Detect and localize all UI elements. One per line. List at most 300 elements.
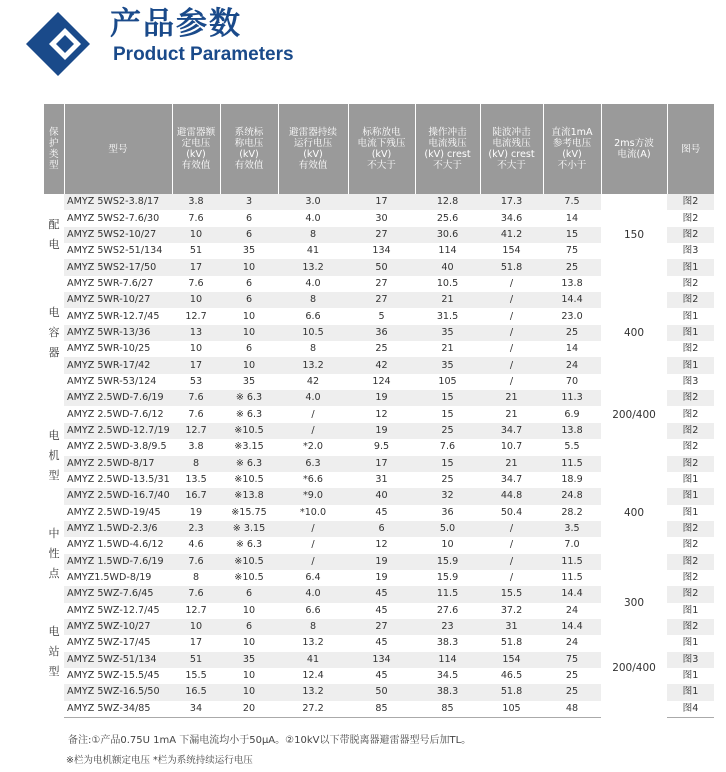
model-cell: AMYZ 2.5WD-8/17 [64,456,172,472]
value-cell: 45 [348,668,415,684]
value-cell: 3 [220,194,278,210]
value-cell: 6.9 [543,406,601,422]
value-cell: 15 [415,390,480,406]
column-header: 避雷器持续 运行电压 (kV) 有效值 [278,104,348,194]
model-cell: AMYZ 2.5WD-19/45 [64,505,172,521]
value-cell: 19 [348,423,415,439]
figure-cell: 图2 [667,292,714,308]
value-cell: 105 [415,374,480,390]
value-cell: 40 [348,488,415,504]
value-cell: 14 [543,210,601,226]
value-cell: 13 [172,325,220,341]
value-cell: ※ 6.3 [220,456,278,472]
value-cell: 13.8 [543,423,601,439]
figure-cell: 图1 [667,603,714,619]
value-cell: 154 [480,652,543,668]
value-cell: 14.4 [543,292,601,308]
value-cell: 27.2 [278,701,348,718]
value-cell: 51.8 [480,635,543,651]
value-cell: 10 [220,325,278,341]
model-cell: AMYZ 5WR-10/27 [64,292,172,308]
model-cell: AMYZ 5WZ-10/27 [64,619,172,635]
table-row [44,619,714,635]
model-cell: AMYZ 1.5WD-7.6/19 [64,554,172,570]
value-cell: 10.5 [415,276,480,292]
value-cell: 7.6 [172,406,220,422]
value-cell: 21 [480,390,543,406]
value-cell: 4.0 [278,210,348,226]
value-cell: ※ 3.15 [220,521,278,537]
value-cell: 24 [543,603,601,619]
value-cell: 15.5 [480,586,543,602]
value-cell: 13.2 [278,684,348,700]
value-cell: 19 [348,570,415,586]
value-cell: 6.6 [278,308,348,324]
value-cell: 70 [543,374,601,390]
value-cell: / [480,537,543,553]
value-cell: 17 [172,357,220,373]
figure-cell: 图1 [667,472,714,488]
value-cell: 6 [220,276,278,292]
model-cell: AMYZ1.5WD-8/19 [64,570,172,586]
value-cell: 11.3 [543,390,601,406]
model-cell: AMYZ 1.5WD-2.3/6 [64,521,172,537]
table-row [44,586,714,602]
model-cell: AMYZ 5WR-7.6/27 [64,276,172,292]
model-cell: AMYZ 5WR-17/42 [64,357,172,373]
table-row [44,390,714,406]
value-cell: / [480,292,543,308]
model-cell: AMYZ 5WZ-16.5/50 [64,684,172,700]
page-subtitle: Product Parameters [113,44,294,65]
value-cell: 14.4 [543,619,601,635]
value-cell: 24.8 [543,488,601,504]
figure-cell: 图2 [667,619,714,635]
protection-type-cell: 电 站 型 [44,586,64,717]
value-cell: 34.6 [480,210,543,226]
figure-cell: 图1 [667,505,714,521]
value-cell: 42 [348,357,415,373]
value-cell: 85 [348,701,415,718]
value-cell: 6.3 [278,456,348,472]
value-cell: 13.8 [543,276,601,292]
value-cell: ※3.15 [220,439,278,455]
value-cell: 7.5 [543,194,601,210]
value-cell: ※ 6.3 [220,390,278,406]
value-cell: 35 [220,243,278,259]
value-cell: 25 [543,668,601,684]
value-cell: 10 [220,308,278,324]
value-cell: 50 [348,259,415,275]
value-cell: ※13.8 [220,488,278,504]
figure-cell: 图2 [667,341,714,357]
value-cell: ※15.75 [220,505,278,521]
value-cell: 7.6 [172,276,220,292]
value-cell: 6 [220,341,278,357]
value-cell: 27.6 [415,603,480,619]
value-cell: 37.2 [480,603,543,619]
value-cell: 50.4 [480,505,543,521]
value-cell: 8 [278,341,348,357]
value-cell: 11.5 [543,456,601,472]
value-cell: 45 [348,635,415,651]
value-cell: 40 [415,259,480,275]
value-cell: 13.2 [278,357,348,373]
value-cell: 7.6 [172,554,220,570]
value-cell: 14 [543,341,601,357]
value-cell: 31 [348,472,415,488]
value-cell: *10.0 [278,505,348,521]
protection-type-cell: 配 电 [44,194,64,276]
model-cell: AMYZ 2.5WD-3.8/9.5 [64,439,172,455]
value-cell: / [278,406,348,422]
value-cell: 41 [278,243,348,259]
value-cell: ※10.5 [220,570,278,586]
value-cell: / [480,341,543,357]
model-cell: AMYZ 2.5WD-7.6/19 [64,390,172,406]
model-cell: AMYZ 5WS2-17/50 [64,259,172,275]
figure-cell: 图1 [667,488,714,504]
figure-cell: 图2 [667,439,714,455]
value-cell: 34.7 [480,423,543,439]
figure-cell: 图3 [667,243,714,259]
value-cell: 11.5 [415,586,480,602]
value-cell: 6.6 [278,603,348,619]
value-cell: 3.8 [172,439,220,455]
value-cell: 6 [220,292,278,308]
value-cell: 42 [278,374,348,390]
figure-cell: 图1 [667,325,714,341]
value-cell: 20 [220,701,278,718]
value-cell: 27 [348,292,415,308]
value-cell: 8 [278,227,348,243]
value-cell: 6 [220,227,278,243]
value-cell: 12.8 [415,194,480,210]
figure-cell: 图2 [667,586,714,602]
model-cell: AMYZ 5WZ-51/134 [64,652,172,668]
value-cell: 48 [543,701,601,718]
value-cell: 10 [415,537,480,553]
value-cell: 38.3 [415,635,480,651]
value-cell: 36 [415,505,480,521]
value-cell: 32 [415,488,480,504]
value-cell: 15 [415,456,480,472]
value-cell: 27 [348,619,415,635]
value-cell: 24 [543,357,601,373]
column-header: 操作冲击 电流残压 (kV) crest 不大于 [415,104,480,194]
model-cell: AMYZ 2.5WD-7.6/12 [64,406,172,422]
value-cell: 38.3 [415,684,480,700]
value-cell: 15 [415,406,480,422]
square-wave-current-cell: 200/400 [601,619,667,718]
value-cell: 27 [348,227,415,243]
value-cell: 7.6 [172,210,220,226]
value-cell: 12.7 [172,308,220,324]
model-cell: AMYZ 5WZ-34/85 [64,701,172,718]
value-cell: 10.5 [278,325,348,341]
value-cell: / [278,537,348,553]
value-cell: 21 [415,341,480,357]
column-header: 避雷器额 定电压 (kV) 有效值 [172,104,220,194]
figure-cell: 图2 [667,456,714,472]
table-body [44,194,714,718]
value-cell: / [278,521,348,537]
value-cell: 6 [220,210,278,226]
value-cell: 13.2 [278,635,348,651]
value-cell: ※10.5 [220,423,278,439]
model-cell: AMYZ 5WZ-15.5/45 [64,668,172,684]
value-cell: 30 [348,210,415,226]
value-cell: 14.4 [543,586,601,602]
value-cell: 19 [348,554,415,570]
square-wave-current-cell: 400 [601,439,667,586]
figure-cell: 图1 [667,684,714,700]
value-cell: 17 [172,259,220,275]
model-cell: AMYZ 5WS2-3.8/17 [64,194,172,210]
figure-cell: 图3 [667,374,714,390]
value-cell: 46.5 [480,668,543,684]
value-cell: ※10.5 [220,554,278,570]
brand-logo-icon [26,12,90,76]
column-header: 2ms方波 电流(A) [601,104,667,194]
value-cell: / [480,308,543,324]
value-cell: 6 [220,586,278,602]
value-cell: 36 [348,325,415,341]
value-cell: 7.6 [172,390,220,406]
value-cell: 25.6 [415,210,480,226]
value-cell: 12.4 [278,668,348,684]
value-cell: 28.2 [543,505,601,521]
value-cell: 17 [172,635,220,651]
value-cell: 5.0 [415,521,480,537]
value-cell: 44.8 [480,488,543,504]
column-header: 陡波冲击 电流残压 (kV) crest 不大于 [480,104,543,194]
value-cell: 50 [348,684,415,700]
value-cell: 51 [172,652,220,668]
value-cell: 7.6 [415,439,480,455]
value-cell: 10 [220,668,278,684]
value-cell: *6.6 [278,472,348,488]
column-header: 直流1mA 参考电压 (kV) 不小于 [543,104,601,194]
value-cell: 124 [348,374,415,390]
value-cell: 34.5 [415,668,480,684]
figure-cell: 图1 [667,259,714,275]
figure-cell: 图2 [667,194,714,210]
figure-cell: 图2 [667,406,714,422]
column-header: 型号 [64,104,172,194]
value-cell: / [480,357,543,373]
value-cell: 45 [348,505,415,521]
value-cell: 17 [348,456,415,472]
value-cell: 30.6 [415,227,480,243]
value-cell: 5 [348,308,415,324]
value-cell: 154 [480,243,543,259]
value-cell: 53 [172,374,220,390]
value-cell: *9.0 [278,488,348,504]
value-cell: 25 [543,684,601,700]
figure-cell: 图2 [667,423,714,439]
value-cell: 3.8 [172,194,220,210]
square-wave-current-cell: 400 [601,276,667,390]
value-cell: 6 [348,521,415,537]
value-cell: 35 [220,374,278,390]
value-cell: ※ 6.3 [220,537,278,553]
value-cell: 21 [480,406,543,422]
value-cell: 8 [172,456,220,472]
value-cell: 2.3 [172,521,220,537]
value-cell: 114 [415,652,480,668]
value-cell: 9.5 [348,439,415,455]
product-parameters-table [44,104,714,718]
value-cell: 45 [348,603,415,619]
value-cell: / [480,276,543,292]
value-cell: 10.7 [480,439,543,455]
figure-cell: 图3 [667,652,714,668]
value-cell: 31.5 [415,308,480,324]
value-cell: 45 [348,586,415,602]
value-cell: 18.9 [543,472,601,488]
square-wave-current-cell: 300 [601,586,667,619]
protection-type-cell: 电 容 器 [44,276,64,390]
footnote-1: 备注:①产品0.75U 1mA 下漏电流均小于50μA。②10kV以下带脱离器避雷器型号后加TL。 [68,735,472,746]
value-cell: 16.5 [172,684,220,700]
value-cell: 15.9 [415,570,480,586]
value-cell: 11.5 [543,554,601,570]
figure-cell: 图2 [667,276,714,292]
value-cell: 35 [415,357,480,373]
model-cell: AMYZ 5WR-12.7/45 [64,308,172,324]
value-cell: 12 [348,406,415,422]
value-cell: 17 [348,194,415,210]
value-cell: 15.9 [415,554,480,570]
value-cell: ※10.5 [220,472,278,488]
value-cell: 11.5 [543,570,601,586]
value-cell: 12 [348,537,415,553]
value-cell: 105 [480,701,543,718]
square-wave-current-cell: 200/400 [601,390,667,439]
value-cell: 114 [415,243,480,259]
value-cell: 41.2 [480,227,543,243]
model-cell: AMYZ 5WR-53/124 [64,374,172,390]
value-cell: 6 [220,619,278,635]
page-title: 产品参数 [110,6,242,42]
value-cell: 134 [348,652,415,668]
value-cell: / [480,554,543,570]
value-cell: 12.7 [172,423,220,439]
value-cell: 24 [543,635,601,651]
value-cell: 4.0 [278,390,348,406]
table-row [44,276,714,292]
model-cell: AMYZ 2.5WD-12.7/19 [64,423,172,439]
value-cell: 25 [415,423,480,439]
value-cell: 19 [172,505,220,521]
table-row [44,194,714,210]
value-cell: 6.4 [278,570,348,586]
value-cell: 25 [415,472,480,488]
value-cell: 34 [172,701,220,718]
figure-cell: 图2 [667,570,714,586]
value-cell: 31 [480,619,543,635]
value-cell: 19 [348,390,415,406]
model-cell: AMYZ 5WR-10/25 [64,341,172,357]
value-cell: 10 [172,341,220,357]
model-cell: AMYZ 5WR-13/36 [64,325,172,341]
value-cell: 12.7 [172,603,220,619]
value-cell: 15 [543,227,601,243]
column-header: 保 护 类 型 [44,104,64,194]
value-cell: 85 [415,701,480,718]
value-cell: 15.5 [172,668,220,684]
column-header: 标称放电 电流下残压 (kV) 不大于 [348,104,415,194]
model-cell: AMYZ 2.5WD-13.5/31 [64,472,172,488]
value-cell: / [480,325,543,341]
model-cell: AMYZ 5WS2-51/134 [64,243,172,259]
value-cell: 23.0 [543,308,601,324]
column-header: 图号 [667,104,714,194]
value-cell: ※ 6.3 [220,406,278,422]
figure-cell: 图2 [667,227,714,243]
model-cell: AMYZ 5WZ-12.7/45 [64,603,172,619]
value-cell: 10 [220,259,278,275]
model-cell: AMYZ 5WS2-7.6/30 [64,210,172,226]
value-cell: 16.7 [172,488,220,504]
figure-cell: 图2 [667,554,714,570]
value-cell: 51.8 [480,684,543,700]
figure-cell: 图1 [667,635,714,651]
value-cell: 17.3 [480,194,543,210]
table-row [44,439,714,455]
value-cell: 75 [543,652,601,668]
protection-type-cell: 中 性 点 [44,521,64,586]
value-cell: 10 [220,357,278,373]
model-cell: AMYZ 2.5WD-16.7/40 [64,488,172,504]
model-cell: AMYZ 1.5WD-4.6/12 [64,537,172,553]
value-cell: 4.0 [278,586,348,602]
figure-cell: 图1 [667,668,714,684]
value-cell: 8 [278,292,348,308]
value-cell: 23 [415,619,480,635]
protection-type-cell: 电 机 型 [44,390,64,521]
figure-cell: 图2 [667,210,714,226]
column-header: 系统标 称电压 (kV) 有效值 [220,104,278,194]
figure-cell: 图2 [667,537,714,553]
figure-cell: 图4 [667,701,714,718]
value-cell: 3.5 [543,521,601,537]
model-cell: AMYZ 5WZ-17/45 [64,635,172,651]
table-header-row [44,104,714,194]
model-cell: AMYZ 5WZ-7.6/45 [64,586,172,602]
value-cell: 10 [172,619,220,635]
figure-cell: 图2 [667,390,714,406]
value-cell: 51 [172,243,220,259]
value-cell: / [278,423,348,439]
value-cell: 75 [543,243,601,259]
value-cell: 35 [415,325,480,341]
value-cell: 7.0 [543,537,601,553]
value-cell: 8 [278,619,348,635]
value-cell: 41 [278,652,348,668]
model-cell: AMYZ 5WS2-10/27 [64,227,172,243]
value-cell: 3.0 [278,194,348,210]
value-cell: / [480,521,543,537]
value-cell: 5.5 [543,439,601,455]
value-cell: 25 [348,341,415,357]
value-cell: / [278,554,348,570]
value-cell: 4.6 [172,537,220,553]
figure-cell: 图2 [667,521,714,537]
value-cell: 25 [543,259,601,275]
value-cell: 7.6 [172,586,220,602]
